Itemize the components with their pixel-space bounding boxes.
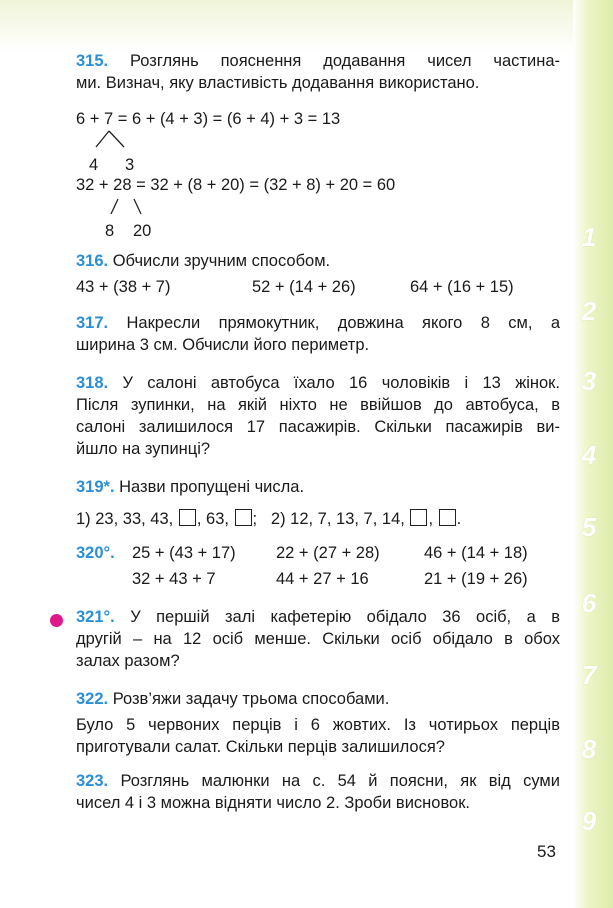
task-322: [76, 688, 560, 758]
expression: 52 + (14 + 26): [252, 278, 356, 296]
task-315: [76, 50, 560, 240]
task-number: 320°.: [76, 544, 115, 562]
task-text: Розглянь малюнки на с. 54 й поясни, як від суми: [120, 772, 560, 790]
task-text: Розв’яжи задачу трьома способами.: [112, 690, 390, 708]
task-number: 318.: [76, 374, 109, 392]
blank-box[interactable]: [410, 509, 427, 526]
part-value: 8: [105, 222, 115, 240]
branch-lines-1: [76, 130, 560, 152]
chapter-tab-7[interactable]: 7: [581, 660, 597, 690]
expression: 43 + (38 + 7): [76, 278, 171, 296]
task-319: [76, 476, 560, 530]
task-316: [76, 250, 560, 298]
expression-row: [76, 276, 560, 298]
task-number: 317.: [76, 314, 109, 332]
expression: 22 + (27 + 28): [276, 544, 380, 562]
chapter-tab-1[interactable]: 1: [581, 222, 597, 252]
task-323: [76, 770, 560, 814]
blank-box[interactable]: [179, 509, 196, 526]
chapter-tab-2[interactable]: 2: [581, 296, 597, 326]
chapter-tab-6[interactable]: 6: [581, 588, 597, 618]
task-text: йшло на зупинці?: [76, 440, 211, 458]
task-text: Було 5 червоних перців і 6 жовтих. Із чотирьох перців: [76, 716, 560, 734]
task-number: 315.: [76, 52, 109, 70]
expression-row: [76, 542, 560, 564]
branch-parts-1: [76, 152, 560, 174]
task-321: [76, 606, 560, 672]
task-text: Накресли прямокутник, довжина якого 8 см, а: [126, 314, 560, 332]
expression: 25 + (43 + 17): [132, 544, 236, 562]
expression: 64 + (16 + 15): [410, 278, 514, 296]
blank-box[interactable]: [439, 509, 456, 526]
task-number: 323.: [76, 772, 109, 790]
sequence-text: ;: [252, 510, 258, 528]
task-text: приготували салат. Скільки перців залишилося?: [76, 738, 445, 756]
sequence-row: [76, 508, 560, 530]
task-text: чисел 4 і 3 можна відняти число 2. Зроби висновок.: [76, 794, 471, 812]
equation-2: 32 + 28 = 32 + (8 + 20) = (32 + 8) + 20 = 60: [76, 176, 396, 194]
task-number: 319*.: [76, 478, 115, 496]
task-text: другій – на 12 осіб менше. Скільки осіб обідало в обох: [76, 630, 560, 648]
chapter-tab-9[interactable]: 9: [581, 806, 597, 836]
sequence-text: 1) 23, 33, 43,: [76, 510, 174, 528]
task-318: [76, 372, 560, 460]
part-value: 20: [133, 222, 152, 240]
task-text: салоні залишилося 17 пасажирів. Скільки пасажирів ви-: [76, 418, 560, 436]
blank-box[interactable]: [235, 509, 252, 526]
marker-dot-icon: [50, 614, 63, 627]
branch-lines-2: [76, 196, 560, 218]
expression: 44 + 27 + 16: [276, 570, 369, 588]
part-value: 3: [125, 156, 135, 174]
expression: 46 + (14 + 18): [424, 544, 528, 562]
task-number: 321°.: [76, 608, 115, 626]
task-text: ширина 3 см. Обчисли його периметр.: [76, 336, 370, 354]
sequence-text: , 63,: [196, 510, 229, 528]
task-text: Розглянь пояснення додавання чисел частина-: [129, 52, 560, 70]
task-317: [76, 312, 560, 356]
task-text: Після зупинки, на якій ніхто не ввійшов до автобуса, в: [76, 396, 560, 414]
equation-1: 6 + 7 = 6 + (4 + 3) = (6 + 4) + 3 = 13: [76, 110, 341, 128]
part-value: 4: [89, 156, 99, 174]
task-number: 322.: [76, 690, 109, 708]
branch-lines-icon: [76, 130, 156, 152]
expression-row: [76, 568, 560, 590]
task-text: Назви пропущені числа.: [119, 478, 305, 496]
chapter-tab-8[interactable]: 8: [581, 734, 597, 764]
sequence-text: 2) 12, 7, 13, 7, 14,: [270, 510, 405, 528]
sequence-text: ,: [428, 510, 434, 528]
chapter-tab-4[interactable]: 4: [581, 440, 597, 470]
top-gradient: [0, 0, 613, 52]
chapter-tab-3[interactable]: 3: [581, 366, 597, 396]
branch-parts-2: [76, 218, 560, 240]
page-number: 53: [537, 842, 556, 861]
branch-lines-icon: [76, 196, 156, 218]
task-text: Обчисли зручним способом.: [112, 252, 331, 270]
task-text: залах разом?: [76, 652, 180, 670]
task-text: ми. Визнач, яку властивість додавання використано.: [76, 74, 480, 92]
chapter-tab-5[interactable]: 5: [581, 512, 597, 542]
task-320: [76, 542, 560, 590]
task-number: 316.: [76, 252, 109, 270]
sequence-text: .: [456, 510, 462, 528]
expression: 21 + (19 + 26): [424, 570, 528, 588]
expression: 32 + 43 + 7: [132, 570, 216, 588]
page-content: [76, 50, 560, 814]
task-text: У салоні автобуса їхало 16 чоловіків і 13 жінок.: [122, 374, 560, 392]
task-text: У першій залі кафетерію обідало 36 осіб, а в: [130, 608, 560, 626]
